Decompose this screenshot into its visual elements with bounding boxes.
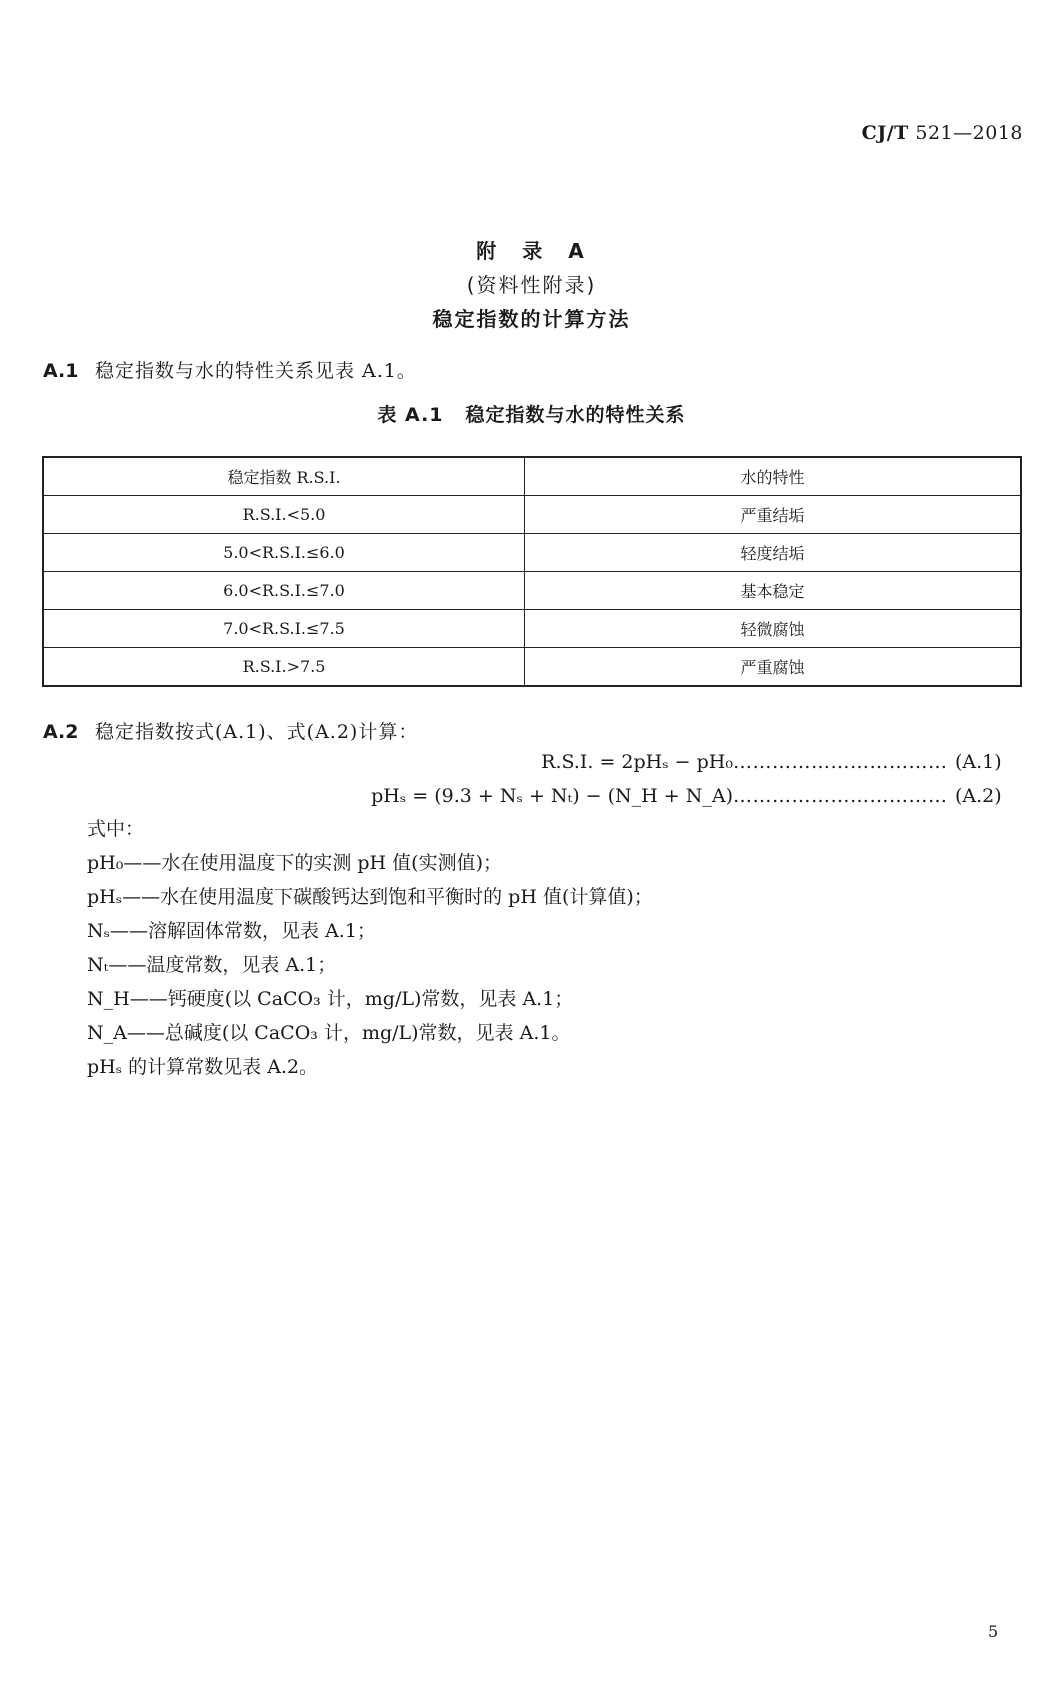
table-cell: 严重腐蚀 [525,648,1022,687]
formula-leader-dots: …………………………… [733,751,948,773]
section-number: A.2 [43,721,79,743]
column-header: 稳定指数 R.S.I. [43,457,525,496]
definition: ——水在使用温度下的实测 pH 值(实测值)； [123,852,502,874]
table-cell: 5.0<R.S.I.≤6.0 [43,534,525,572]
definition: ——水在使用温度下碳酸钙达到饱和平衡时的 pH 值(计算值)； [122,886,653,908]
symbol-definition [87,846,653,880]
table-cell: 基本稳定 [525,572,1022,610]
table-header-row [43,457,1021,496]
symbol: pHₛ [87,886,123,908]
stability-index-table [42,456,1022,687]
symbol-definition [87,948,653,982]
table-cell: 7.0<R.S.I.≤7.5 [43,610,525,648]
table-row [43,572,1021,610]
table-caption [0,400,1063,427]
table-cell: 轻度结垢 [525,534,1022,572]
table-cell: 严重结垢 [525,496,1022,534]
appendix-label: 附 录 A [476,239,587,263]
symbol-definition [87,1016,653,1050]
symbol-definition [87,982,653,1016]
symbol: N_A [87,1022,127,1044]
definition: ——溶解固体常数，见表 A.1； [110,920,376,942]
formula-leader-dots: …………………………… [733,785,948,807]
formula-a1 [0,751,1063,781]
page-number: 5 [988,1622,999,1641]
standard-prefix: CJ/T [861,122,909,144]
appendix-heading [0,234,1063,336]
section-number: A.1 [43,360,79,382]
column-header: 水的特性 [525,457,1022,496]
symbol: pH₀ [87,852,124,874]
table-label: 表 A.1 [377,404,444,426]
section-text: 稳定指数与水的特性关系见表 A.1。 [95,360,417,382]
section-text: 稳定指数按式(A.1)、式(A.2)计算： [95,721,419,743]
table-row [43,496,1021,534]
table-cell: 6.0<R.S.I.≤7.0 [43,572,525,610]
formula-expression: R.S.I. = 2pHₛ − pH₀ [541,751,733,773]
appendix-title: 稳定指数的计算方法 [432,307,631,331]
definition: ——总碱度(以 CaCO₃ 计，mg/L)常数，见表 A.1。 [126,1022,571,1044]
symbol-definition [87,914,653,948]
section-a1 [43,356,417,383]
symbol-definitions [87,812,653,1084]
symbol-definition [87,880,653,914]
table-row [43,534,1021,572]
constants-note: pHₛ 的计算常数见表 A.2。 [87,1056,319,1078]
symbol: Nₛ [87,920,111,942]
formula-number: (A.2) [955,785,1002,807]
definition: ——钙硬度(以 CaCO₃ 计，mg/L)常数，见表 A.1； [129,988,574,1010]
formula-a2 [0,785,1063,815]
formula-expression: pHₛ = (9.3 + Nₛ + Nₜ) − (N_H + N_A) [371,785,733,807]
definition: ——温度常数，见表 A.1； [108,954,337,976]
table-row [43,610,1021,648]
table-title: 稳定指数与水的特性关系 [465,404,686,426]
formula-number: (A.1) [955,751,1002,773]
table-row [43,648,1021,687]
symbol: N_H [87,988,130,1010]
appendix-type: (资料性附录) [466,273,597,297]
table-cell: 轻微腐蚀 [525,610,1022,648]
table-cell: R.S.I.<5.0 [43,496,525,534]
table-cell: R.S.I.>7.5 [43,648,525,687]
standard-number: 521—2018 [915,122,1023,144]
section-a2 [43,717,418,744]
symbol: Nₜ [87,954,109,976]
standard-code [862,122,1023,144]
where-intro: 式中： [87,818,145,840]
